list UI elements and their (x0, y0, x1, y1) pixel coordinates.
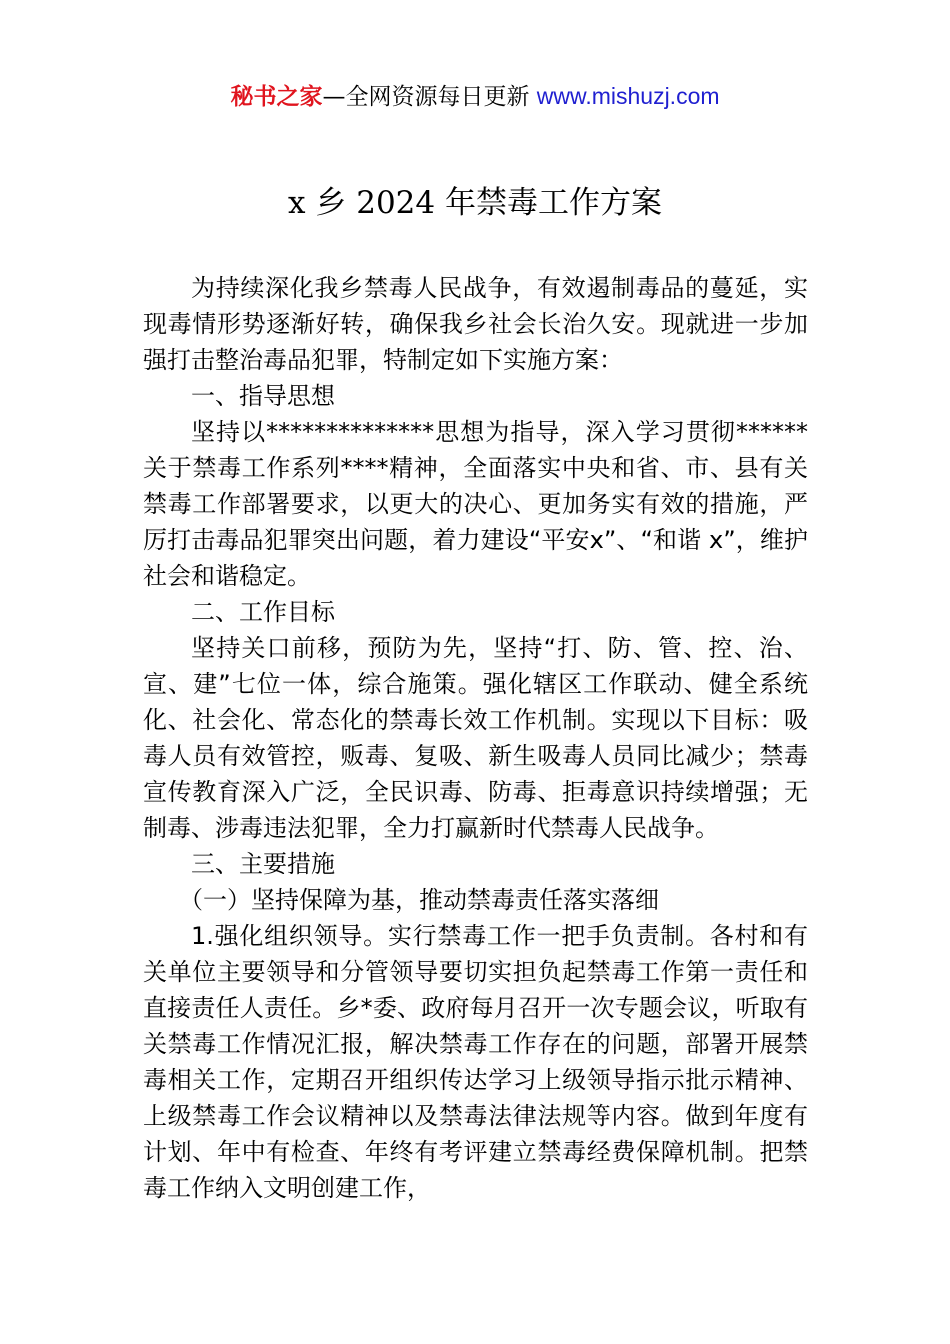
section-heading-guiding-ideology: 一、指导思想 (191, 382, 335, 410)
document-title: x 乡 2024 年禁毒工作方案 (288, 185, 662, 221)
work-goals-paragraph: 坚持关口前移，预防为先，坚持“打、防、管、控、治、宣、建”七位一体，综合施策。强化辖区工作联动、健全系统化、社会化、常态化的禁毒长效工作机制。实现以下目标：吸毒人员有效管控，贩毒、复吸、新生吸毒人员同比减少；禁毒宣传教育深入广泛，全民识毒、防毒、拒毒意识持续增强；无制毒、涉毒违法犯罪，全力打赢新时代禁毒人民战争。 (143, 634, 808, 842)
site-url[interactable]: www.mishuzj.com (536, 83, 720, 109)
site-tagline: —全网资源每日更新 (322, 84, 537, 110)
section-heading-main-measures: 三、主要措施 (191, 850, 335, 878)
guiding-ideology-paragraph: 坚持以**************思想为指导，深入学习贯彻******关于禁毒工作系列****精神，全面落实中央和省、市、县有关禁毒工作部署要求，以更大的决心、更加务实有效的措施，严厉打击毒品犯罪突出问题，着力建设“平安x”、“和谐 x”，维护社会和谐稳定。 (143, 418, 808, 590)
subsection-heading-1: （一）坚持保障为基，推动禁毒责任落实落细 (179, 886, 659, 914)
document-body (143, 270, 808, 1206)
measure-1-paragraph: 1.强化组织领导。实行禁毒工作一把手负责制。各村和有关单位主要领导和分管领导要切实担负起禁毒工作第一责任和直接责任人责任。乡*委、政府每月召开一次专题会议，听取有关禁毒工作情况汇报，解决禁毒工作存在的问题，部署开展禁毒相关工作，定期召开组织传达学习上级领导指示批示精神、上级禁毒工作会议精神以及禁毒法律法规等内容。做到年度有计划、年中有检查、年终有考评建立禁毒经费保障机制。把禁毒工作纳入文明创建工作， (143, 922, 808, 1202)
intro-paragraph: 为持续深化我乡禁毒人民战争，有效遏制毒品的蔓延，实现毒情形势逐渐好转，确保我乡社会长治久安。现就进一步加强打击整治毒品犯罪，特制定如下实施方案： (143, 274, 808, 374)
section-heading-work-goals: 二、工作目标 (191, 598, 335, 626)
site-brand: 秘书之家 (230, 84, 323, 110)
site-header (0, 80, 950, 113)
